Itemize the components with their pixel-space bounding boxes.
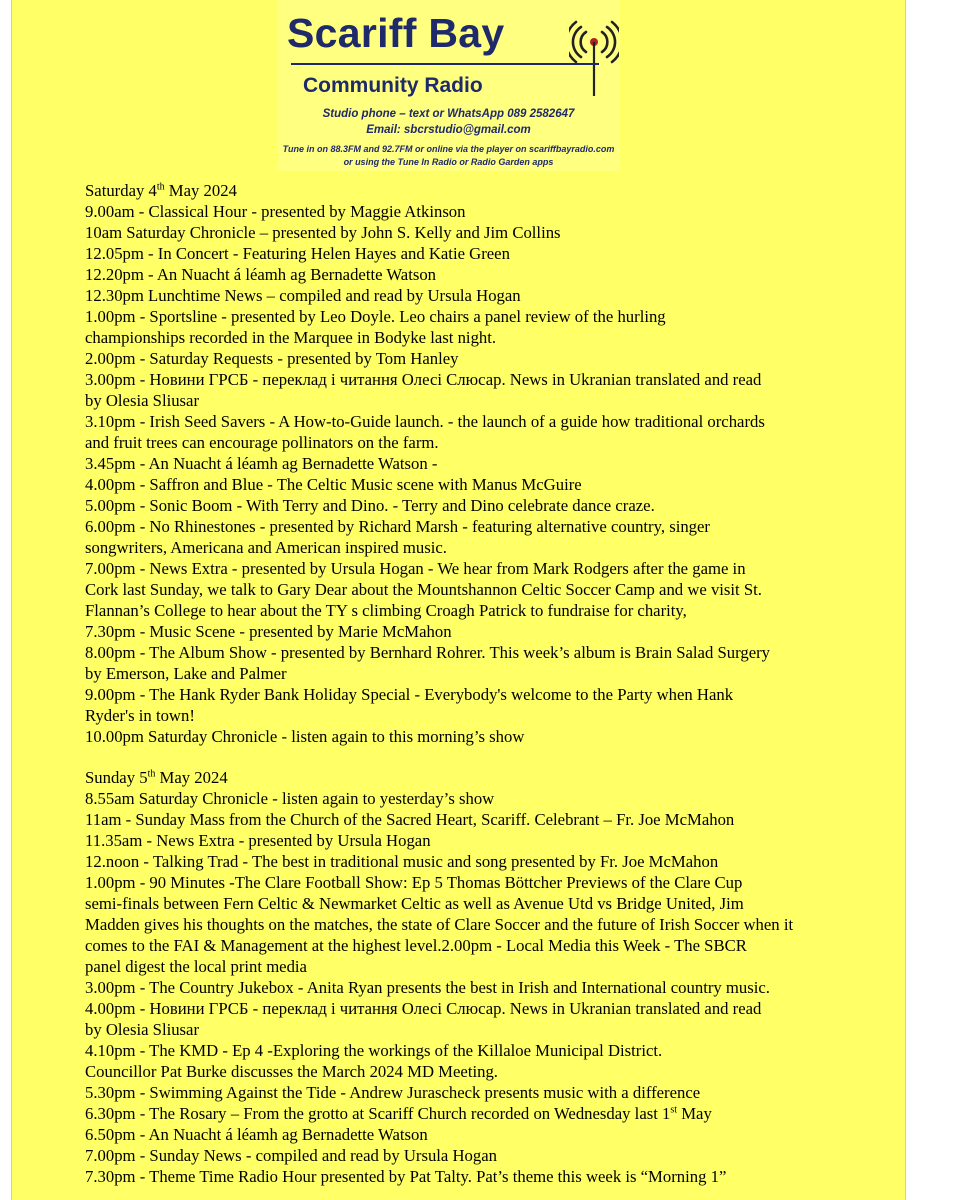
schedule-line: 3.00pm - The Country Jukebox - Anita Ryan presents the best in Irish and International country music. (85, 978, 770, 997)
schedule-line: by Emerson, Lake and Palmer (85, 664, 287, 683)
schedule-line: 5.00pm - Sonic Boom - With Terry and Dino. - Terry and Dino celebrate dance craze. (85, 496, 655, 515)
schedule-line: 7.00pm - News Extra - presented by Ursula Hogan - We hear from Mark Rodgers after the game in (85, 559, 746, 578)
schedule-line: comes to the FAI & Management at the highest level.2.00pm - Local Media this Week - The SBCR (85, 936, 747, 955)
schedule-line: 7.30pm - Theme Time Radio Hour presented by Pat Talty. Pat’s theme this week is “Morning 1” (85, 1167, 727, 1186)
schedule-line: 6.30pm - The Rosary – From the grotto at Scariff Church recorded on Wednesday last 1st May (85, 1104, 712, 1123)
schedule-content (85, 180, 895, 1187)
schedule-line: Ryder's in town! (85, 706, 195, 725)
saturday-schedule (85, 201, 895, 747)
schedule-line: 6.00pm - No Rhinestones - presented by Richard Marsh - featuring alternative country, singer (85, 517, 710, 536)
schedule-line: 8.00pm - The Album Show - presented by Bernhard Rohrer. This week’s album is Brain Salad Surgery (85, 643, 771, 662)
schedule-line: 7.30pm - Music Scene - presented by Marie McMahon (85, 622, 452, 641)
schedule-line: 5.30pm - Swimming Against the Tide - Andrew Jurascheck presents music with a difference (85, 1083, 701, 1102)
schedule-line: panel digest the local print media (85, 957, 307, 976)
schedule-line: 1.00pm - 90 Minutes -The Clare Football Show: Ep 5 Thomas Böttcher Previews of the Clare Cup (85, 873, 743, 892)
schedule-line: songwriters, Americana and American inspired music. (85, 538, 447, 557)
tune-in-line-2: or using the Tune In Radio or Radio Garden apps (343, 157, 554, 167)
studio-email: Email: sbcrstudio@gmail.com (366, 124, 531, 136)
schedule-line: 4.00pm - Saffron and Blue - The Celtic Music scene with Manus McGuire (85, 475, 582, 494)
schedule-line: 12.noon - Talking Trad - The best in traditional music and song presented by Fr. Joe McMahon (85, 852, 719, 871)
schedule-line: 6.50pm - An Nuacht á léamh ag Bernadette Watson (85, 1125, 428, 1144)
schedule-line: 7.00pm - Sunday News - compiled and read by Ursula Hogan (85, 1146, 497, 1165)
schedule-line: 8.55am Saturday Chronicle - listen again to yesterday’s show (85, 789, 495, 808)
schedule-line: 9.00pm - The Hank Ryder Bank Holiday Special - Everybody's welcome to the Party when Hank (85, 685, 734, 704)
schedule-line: 10am Saturday Chronicle – presented by John S. Kelly and Jim Collins (85, 223, 561, 242)
sunday-schedule-evening (85, 1124, 895, 1187)
schedule-line: 2.00pm - Saturday Requests - presented by Tom Hanley (85, 349, 459, 368)
tune-in-line-1: Tune in on 88.3FM and 92.7FM or online via the player on scariffbayradio.com (282, 144, 615, 154)
schedule-line: 10.00pm Saturday Chronicle - listen again to this morning’s show (85, 727, 525, 746)
schedule-line: 12.20pm - An Nuacht á léamh ag Bernadette Watson (85, 265, 437, 284)
schedule-line: Madden gives his thoughts on the matches, the state of Clare Soccer and the future of Irish Soccer when it (85, 915, 794, 934)
schedule-line: by Olesia Sliusar (85, 1020, 200, 1039)
schedule-line: championships recorded in the Marquee in Bodyke last night. (85, 328, 497, 347)
schedule-line: 3.00pm - Новини ГРСБ - переклад і читання Олесі Слюсар. News in Ukranian translated and read (85, 370, 762, 389)
schedule-line: 4.10pm - The KMD - Ep 4 -Exploring the workings of the Killaloe Municipal District. (85, 1041, 663, 1060)
logo-subtitle: Community Radio (303, 74, 483, 97)
day-spacer (85, 747, 895, 767)
schedule-line: 12.05pm - In Concert - Featuring Helen Hayes and Katie Green (85, 244, 510, 263)
sunday-heading: Sunday 5th May 2024 (85, 768, 228, 787)
schedule-line: by Olesia Sliusar (85, 391, 200, 410)
schedule-line: and fruit trees can encourage pollinators on the farm. (85, 433, 439, 452)
schedule-line: 4.00pm - Новини ГРСБ - переклад і читання Олесі Слюсар. News in Ukranian translated and read (85, 999, 762, 1018)
logo-title: Scariff Bay (287, 10, 505, 56)
schedule-line: 11.35am - News Extra - presented by Ursula Hogan (85, 831, 431, 850)
radio-antenna-icon (569, 18, 619, 98)
schedule-line: 1.00pm - Sportsline - presented by Leo Doyle. Leo chairs a panel review of the hurling (85, 307, 666, 326)
sunday-schedule (85, 788, 895, 1103)
schedule-line: 3.10pm - Irish Seed Savers - A How-to-Guide launch. - the launch of a guide how traditional orchards (85, 412, 765, 431)
schedule-line: 12.30pm Lunchtime News – compiled and read by Ursula Hogan (85, 286, 521, 305)
schedule-line: Councillor Pat Burke discusses the March 2024 MD Meeting. (85, 1062, 498, 1081)
schedule-line: 3.45pm - An Nuacht á léamh ag Bernadette Watson - (85, 454, 438, 473)
logo-divider (291, 63, 599, 65)
schedule-line: 11am - Sunday Mass from the Church of the Sacred Heart, Scariff. Celebrant – Fr. Joe McMahon (85, 810, 735, 829)
schedule-line: semi-finals between Fern Celtic & Newmarket Celtic as well as Avenue Utd vs Bridge United, Jim (85, 894, 744, 913)
station-logo (277, 0, 620, 171)
schedule-line: Flannan’s College to hear about the TY s climbing Croagh Patrick to fundraise for charity, (85, 601, 687, 620)
schedule-line: 9.00am - Classical Hour - presented by Maggie Atkinson (85, 202, 466, 221)
studio-phone: Studio phone – text or WhatsApp 089 2582647 (322, 108, 575, 120)
saturday-heading: Saturday 4th May 2024 (85, 181, 237, 200)
schedule-line: Cork last Sunday, we talk to Gary Dear about the Mountshannon Celtic Soccer Camp and we visit St. (85, 580, 762, 599)
